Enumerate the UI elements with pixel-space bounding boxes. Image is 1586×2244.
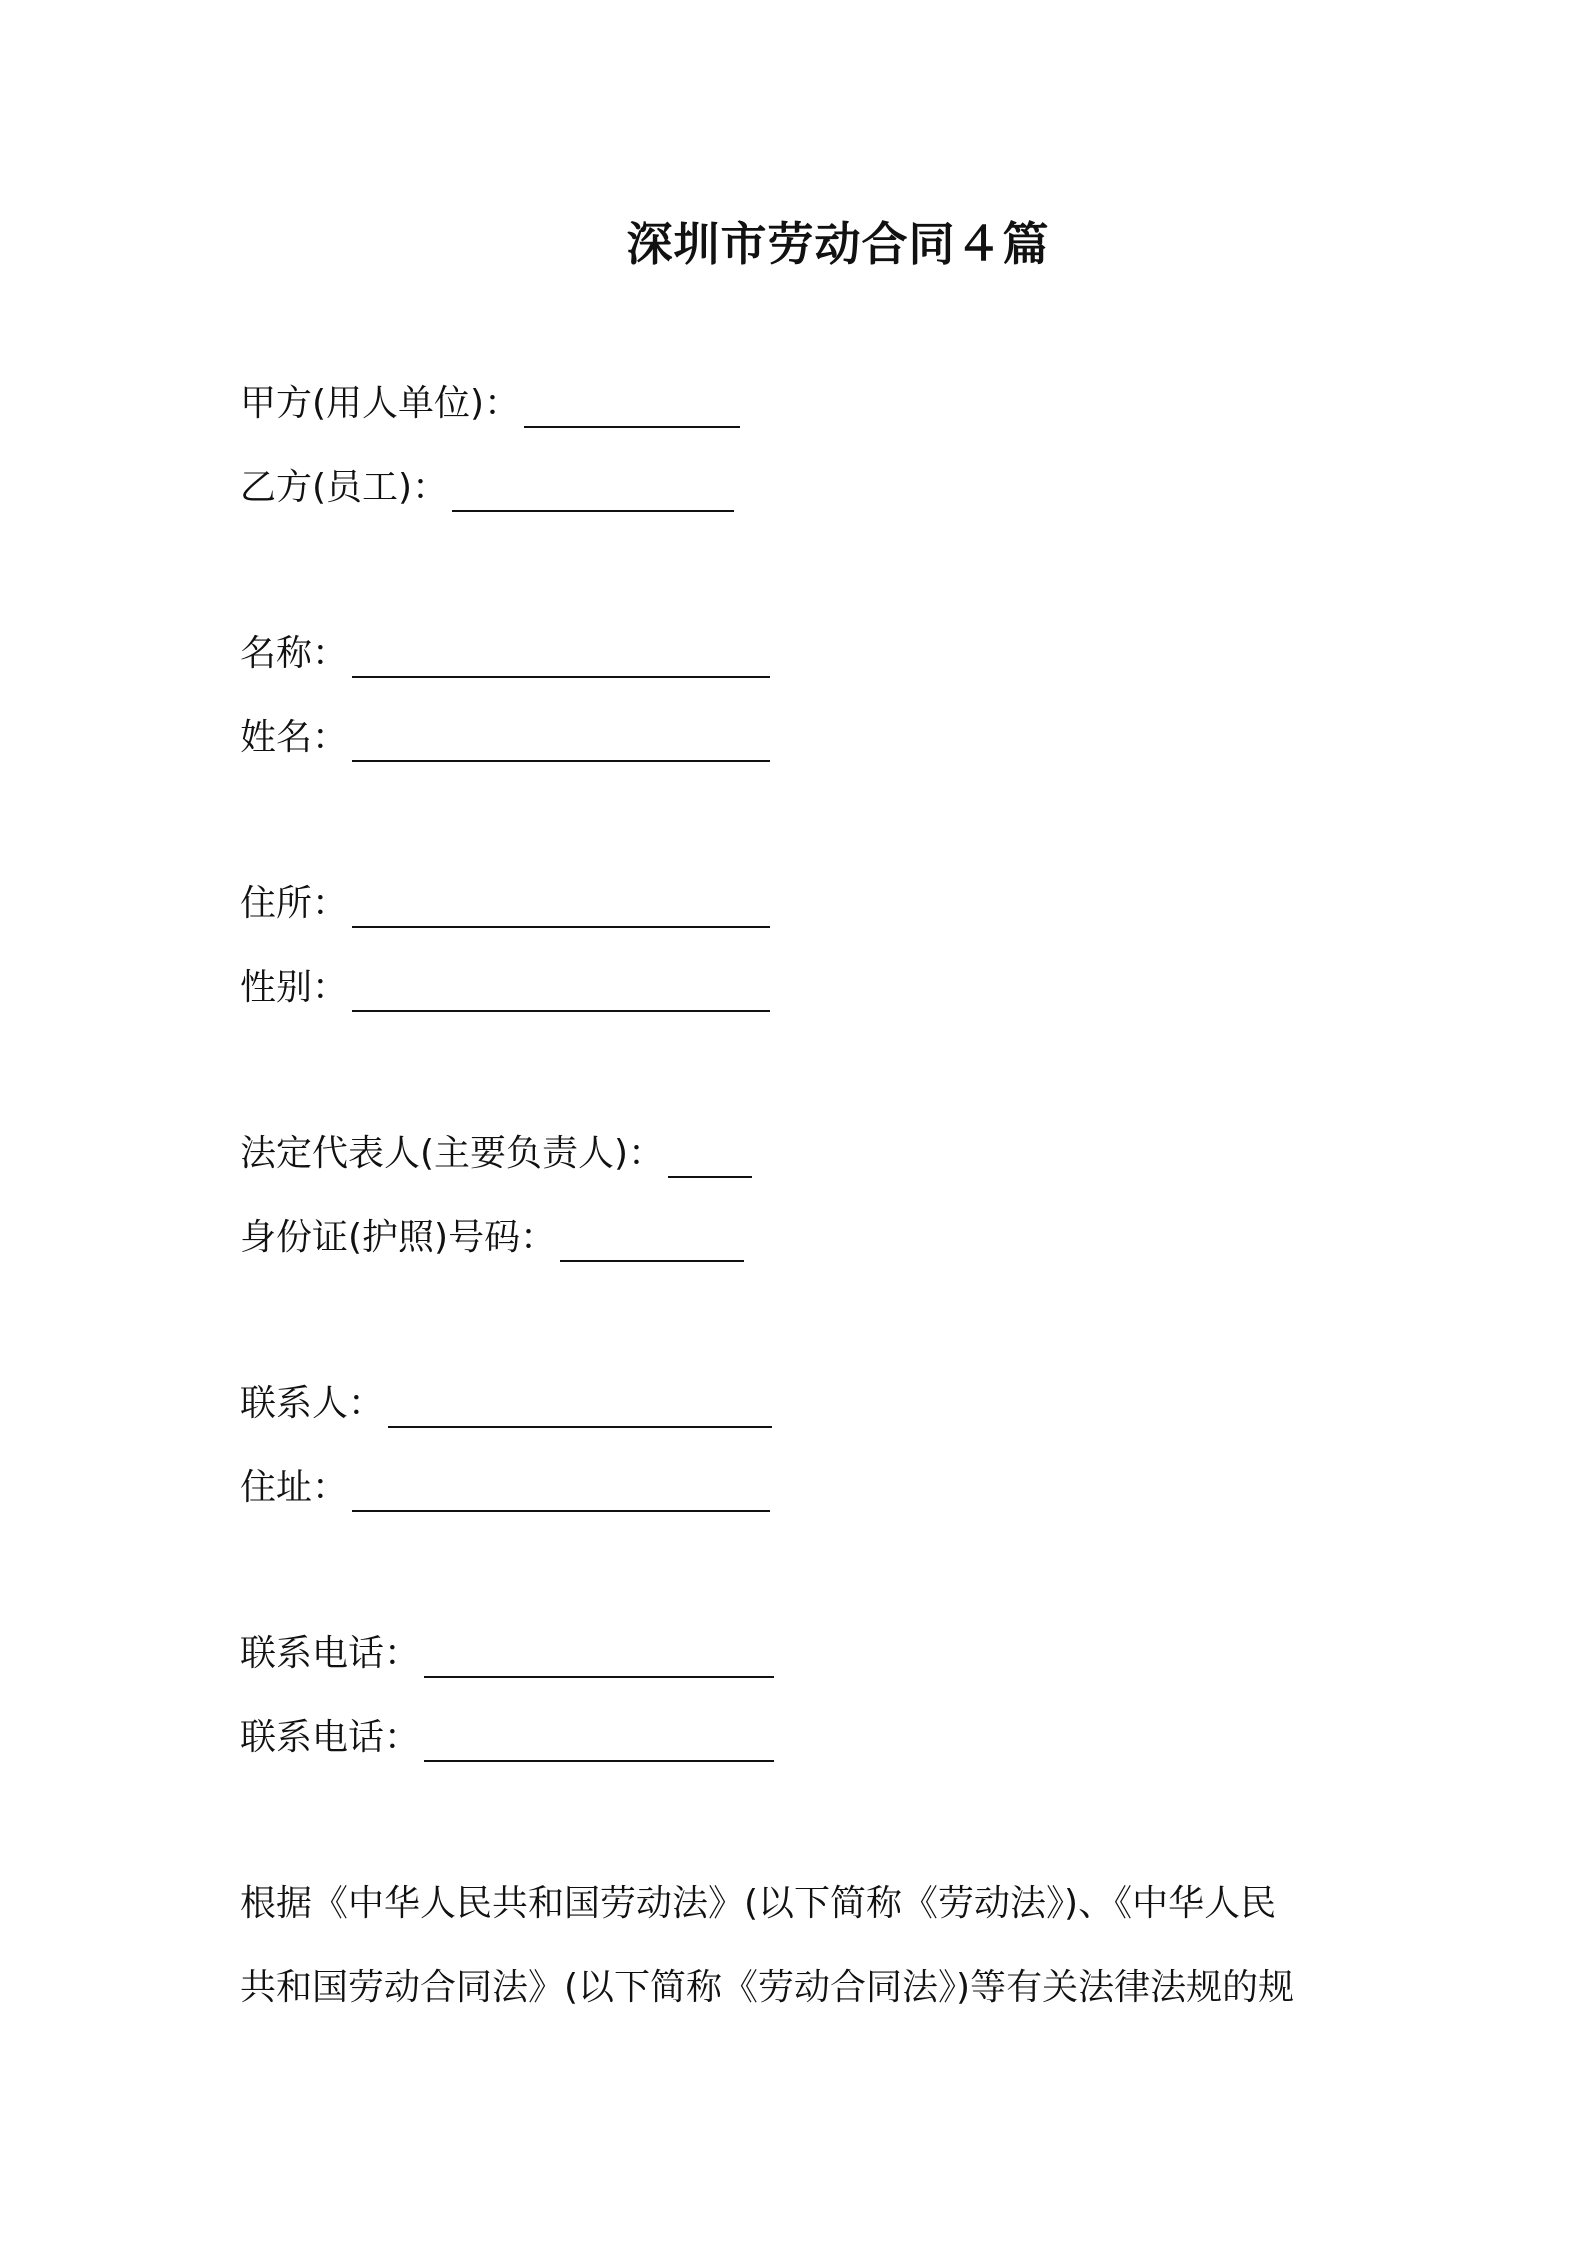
field-label: 甲方(用人单位)：: [240, 383, 521, 424]
field-label: 乙方(员工)：: [240, 467, 449, 508]
blank-line[interactable]: [424, 1636, 774, 1678]
field-contact-person: [240, 1380, 772, 1428]
field-label: 住所：: [240, 883, 349, 924]
field-domicile: [240, 880, 770, 928]
field-label: 性别：: [240, 967, 349, 1008]
field-id-number: [240, 1214, 744, 1262]
body-paragraph-line-1: 根据《中华人民共和国劳动法》(以下简称《劳动法》)、《中华人民: [240, 1883, 1277, 1924]
blank-line[interactable]: [388, 1386, 772, 1428]
field-party-a: [240, 380, 740, 428]
blank-line[interactable]: [352, 970, 770, 1012]
blank-line[interactable]: [352, 636, 770, 678]
blank-line[interactable]: [424, 1720, 774, 1762]
field-phone-a: [240, 1630, 774, 1678]
blank-line[interactable]: [524, 386, 740, 428]
blank-line[interactable]: [452, 470, 734, 512]
field-label: 名称：: [240, 633, 349, 674]
field-label: 联系电话：: [240, 1717, 421, 1758]
field-party-b: [240, 464, 734, 512]
field-label: 联系人：: [240, 1383, 385, 1424]
body-paragraph-line-2: 共和国劳动合同法》(以下简称《劳动合同法》)等有关法律法规的规: [240, 1967, 1295, 2008]
page-title: 深圳市劳动合同４篇: [626, 217, 1050, 271]
field-gender: [240, 964, 770, 1012]
field-legal-representative: [240, 1130, 752, 1178]
field-address: [240, 1464, 770, 1512]
field-person-name: [240, 714, 770, 762]
field-label: 法定代表人(主要负责人)：: [240, 1133, 665, 1174]
field-label: 住址：: [240, 1467, 349, 1508]
field-label: 联系电话：: [240, 1633, 421, 1674]
field-label: 身份证(护照)号码：: [240, 1217, 557, 1258]
field-label: 姓名：: [240, 717, 349, 758]
blank-line[interactable]: [352, 886, 770, 928]
field-phone-b: [240, 1714, 774, 1762]
blank-line[interactable]: [560, 1220, 744, 1262]
blank-line[interactable]: [668, 1136, 752, 1178]
field-name: [240, 630, 770, 678]
blank-line[interactable]: [352, 1470, 770, 1512]
blank-line[interactable]: [352, 720, 770, 762]
